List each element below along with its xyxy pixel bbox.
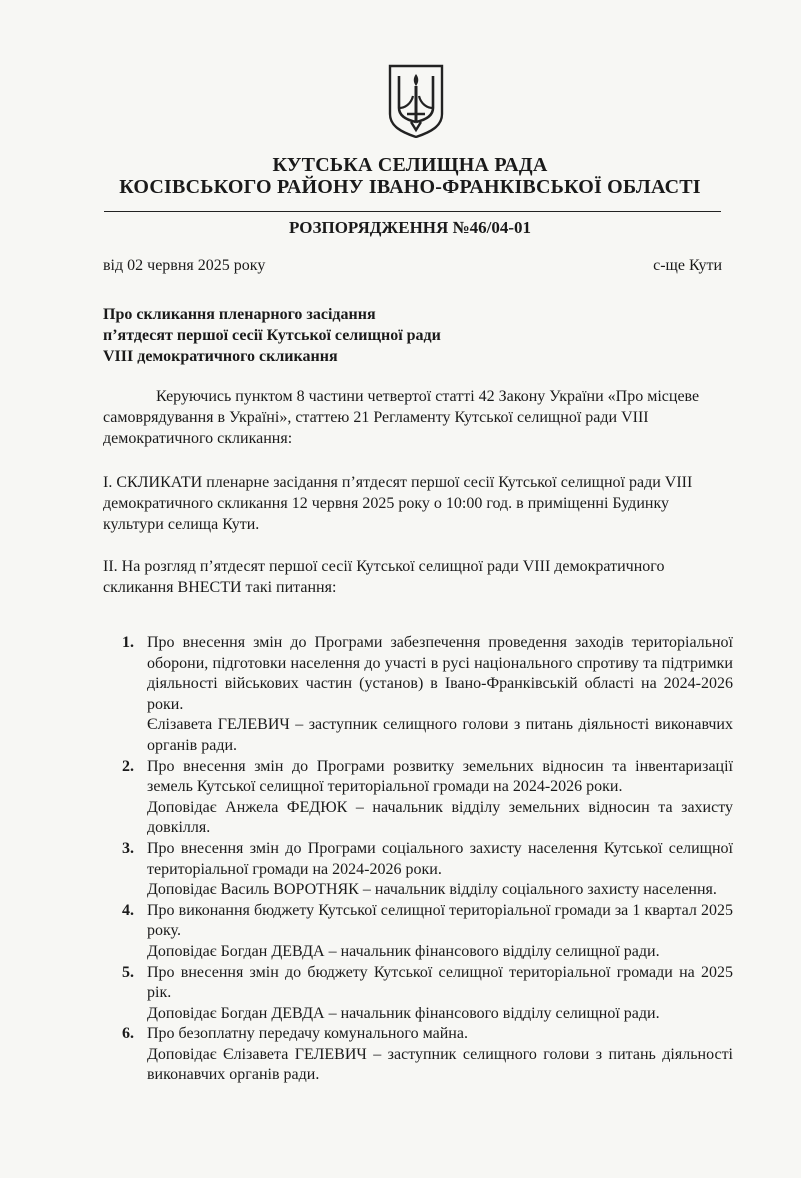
agenda-item-reporter: Доповідає Василь ВОРОТНЯК – начальник відділу соціального захисту населення. xyxy=(147,881,717,899)
intro-paragraph xyxy=(103,386,725,449)
agenda-item-title: Про внесення змін до Програми соціального захисту населення Кутської селищної територіальної громади на 2024-2026 роки. xyxy=(147,839,733,878)
agenda-item xyxy=(103,839,733,901)
agenda-item-title: Про безоплатну передачу комунального майна. xyxy=(147,1025,468,1043)
order-place: с-ще Кути xyxy=(653,257,722,274)
council-name: КУТСЬКА СЕЛИЩНА РАДА xyxy=(272,154,548,176)
agenda-item-title: Про внесення змін до Програми розвитку земельних відносин та інвентаризації земель Кутської селищної територіальної громади на 2024-2026 роки. xyxy=(147,757,733,796)
agenda-item-number: 6. xyxy=(122,1025,134,1043)
agenda-item xyxy=(103,633,733,757)
agenda-item-reporter: Єлізавета ГЕЛЕВИЧ – заступник селищного голови з питань діяльності виконавчих органів ради. xyxy=(147,716,733,754)
header-divider xyxy=(104,211,721,212)
order-subject xyxy=(103,304,441,367)
agenda-item-title: Про виконання бюджету Кутської селищної територіальної громади за 1 квартал 2025 року. xyxy=(147,901,733,940)
agenda-item xyxy=(103,901,733,963)
agenda-item-number: 5. xyxy=(122,963,134,981)
agenda-item xyxy=(103,1024,733,1086)
agenda-item-reporter: Доповідає Єлізавета ГЕЛЕВИЧ – заступник селищного голови з питань діяльності виконавчих органів ради. xyxy=(147,1045,733,1084)
subject-line: VIII демократичного скликання xyxy=(103,348,338,365)
intro-text: Керуючись пунктом 8 частини четвертої статті 42 Закону України «Про місцеве самоврядування в Україні», статтею 21 Регламенту Кутської селищної ради VIII демократичного скликання: xyxy=(103,388,700,447)
council-district: КОСІВСЬКОГО РАЙОНУ ІВАНО-ФРАНКІВСЬКОЇ ОБЛАСТІ xyxy=(119,176,701,198)
order-date: від 02 червня 2025 року xyxy=(103,257,266,274)
agenda-item-reporter: Доповідає Богдан ДЕВДА – начальник фінансового відділу селищної ради. xyxy=(147,1004,660,1022)
agenda-item-number: 4. xyxy=(122,901,134,919)
agenda-item-number: 2. xyxy=(122,757,134,775)
agenda-item xyxy=(103,963,733,1025)
coat-of-arms-icon xyxy=(387,64,445,138)
section-ii-paragraph: ІІ. На розгляд п’ятдесят першої сесії Кутської селищної ради VIII демократичного скликання ВНЕСТИ такі питання: xyxy=(103,558,665,596)
agenda-item-reporter: Доповідає Анжела ФЕДЮК – начальник відділу земельних відносин та захисту довкілля. xyxy=(147,798,733,837)
agenda-list xyxy=(103,633,733,1086)
agenda-item-reporter: Доповідає Богдан ДЕВДА – начальник фінансового відділу селищної ради. xyxy=(147,942,660,960)
agenda-item-number: 3. xyxy=(122,839,134,857)
subject-line: Про скликання пленарного засідання xyxy=(103,306,376,323)
agenda-item-title: Про внесення змін до бюджету Кутської селищної територіальної громади на 2025 рік. xyxy=(147,963,733,1002)
agenda-item-number: 1. xyxy=(122,634,134,651)
subject-line: п’ятдесят першої сесії Кутської селищної ради xyxy=(103,327,441,344)
agenda-item-title: Про внесення змін до Програми забезпечення проведення заходів територіальної оборони, підготовки населення до участі в русі національного спротиву та підтримки діяльності військових частин (установ) в Івано-Франківській області на 2024-2026 роки. xyxy=(147,634,733,713)
section-i-paragraph: І. СКЛИКАТИ пленарне засідання п’ятдесят першої сесії Кутської селищної ради VIII демократичного скликання 12 червня 2025 року о 10:00 год. в приміщенні Будинку культури селища Кути. xyxy=(103,474,693,533)
order-title: РОЗПОРЯДЖЕННЯ №46/04-01 xyxy=(288,218,532,237)
agenda-item xyxy=(103,757,733,839)
